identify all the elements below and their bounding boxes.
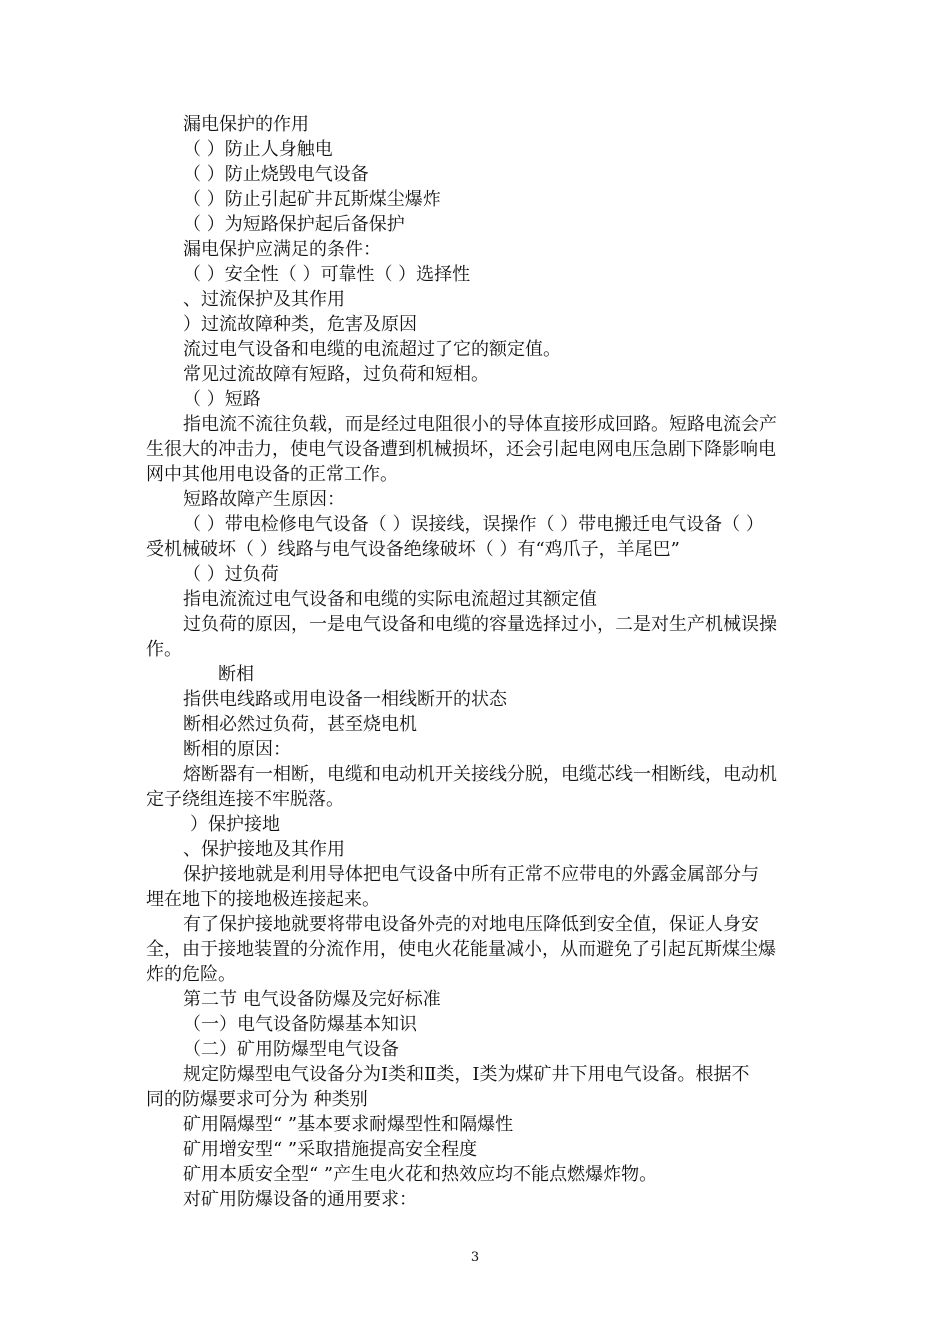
text-line: ）保护接地	[190, 814, 280, 835]
text-line: 生很大的冲击力，使电气设备遭到机械损坏，还会引起电网电压急剧下降影响电	[146, 439, 776, 460]
text-line: （ ）过负荷	[183, 564, 279, 585]
text-line: 作。	[146, 639, 182, 660]
text-line: 矿用本质安全型“ ”产生电火花和热效应均不能点燃爆炸物。	[183, 1164, 658, 1185]
text-line: （ ）防止人身触电	[183, 139, 333, 160]
section-heading: 第二节 电气设备防爆及完好标准	[183, 989, 441, 1010]
text-line: 短路故障产生原因：	[183, 489, 345, 510]
text-line: （一）电气设备防爆基本知识	[183, 1014, 417, 1035]
text-line: 对矿用防爆设备的通用要求：	[183, 1189, 417, 1210]
text-line: （ ）带电检修电气设备（ ）误接线，误操作（ ）带电搬迁电气设备（ ）	[183, 514, 764, 535]
text-line: 同的防爆要求可分为 种类别	[146, 1089, 368, 1110]
text-line: 矿用隔爆型“ ”基本要求耐爆型性和隔爆性	[183, 1114, 514, 1135]
text-line: 保护接地就是利用导体把电气设备中所有正常不应带电的外露金属部分与	[183, 864, 759, 885]
text-line: 炸的危险。	[146, 964, 236, 985]
text-line: 指供电线路或用电设备一相线断开的状态	[183, 689, 507, 710]
text-line: （ ）安全性（ ）可靠性（ ）选择性	[183, 264, 471, 285]
text-line: 断相必然过负荷，甚至烧电机	[183, 714, 417, 735]
text-line: 全，由于接地装置的分流作用，使电火花能量减小，从而避免了引起瓦斯煤尘爆	[146, 939, 776, 960]
text-line: 、过流保护及其作用	[183, 289, 345, 310]
text-line: ）过流故障种类，危害及原因	[183, 314, 417, 335]
text-line: 指电流流过电气设备和电缆的实际电流超过其额定值	[183, 589, 597, 610]
text-line: 流过电气设备和电缆的电流超过了它的额定值。	[183, 339, 561, 360]
text-line: （ ）为短路保护起后备保护	[183, 214, 405, 235]
text-line: 、保护接地及其作用	[183, 839, 345, 860]
text-line: 矿用增安型“ ”采取措施提高安全程度	[183, 1139, 478, 1160]
text-line: 指电流不流往负载，而是经过电阻很小的导体直接形成回路。短路电流会产	[183, 414, 777, 435]
text-line: 规定防爆型电气设备分为Ⅰ类和Ⅱ类，Ⅰ类为煤矿井下用电气设备。根据不	[183, 1064, 750, 1085]
page-number: 3	[470, 1250, 480, 1265]
text-line: （ ）防止引起矿井瓦斯煤尘爆炸	[183, 189, 441, 210]
text-line: （ ）防止烧毁电气设备	[183, 164, 369, 185]
text-line: 埋在地下的接地极连接起来。	[146, 889, 380, 910]
text-line: 熔断器有一相断，电缆和电动机开关接线分脱，电缆芯线一相断线，电动机	[183, 764, 777, 785]
text-line: 定子绕组连接不牢脱落。	[146, 789, 344, 810]
text-line: 有了保护接地就要将带电设备外壳的对地电压降低到安全值，保证人身安	[183, 914, 759, 935]
text-line: 断相的原因：	[183, 739, 291, 760]
text-line: 网中其他用电设备的正常工作。	[146, 464, 398, 485]
text-line: 断相	[218, 664, 254, 685]
text-line: 漏电保护应满足的条件：	[183, 239, 381, 260]
text-line: 常见过流故障有短路，过负荷和短相。	[183, 364, 489, 385]
text-line: 漏电保护的作用	[183, 114, 309, 135]
text-line: （二）矿用防爆型电气设备	[183, 1039, 399, 1060]
text-line: （ ）短路	[183, 389, 261, 410]
text-line: 受机械破坏（ ）线路与电气设备绝缘破坏（ ）有“鸡爪子，羊尾巴”	[146, 539, 680, 560]
text-line: 过负荷的原因，一是电气设备和电缆的容量选择过小，二是对生产机械误操	[183, 614, 777, 635]
